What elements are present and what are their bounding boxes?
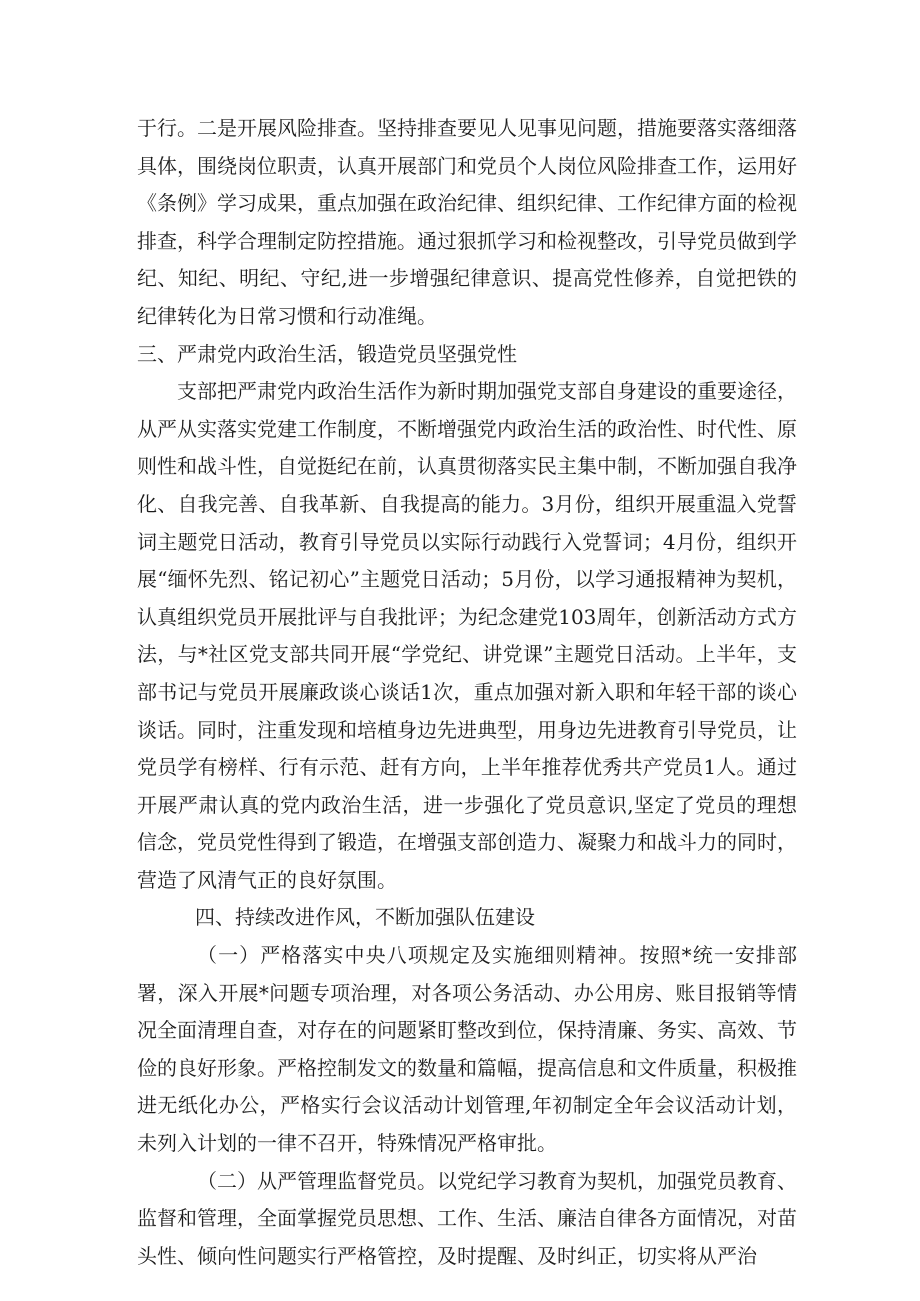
paragraph-party-life: 支部把严肃党内政治生活作为新时期加强党支部自身建设的重要途径，从严从实落实党建工作制度，不断增强党内政治生活的政治性、时代性、原则性和战斗性，自觉挺纪在前，认真贯彻落实民主集中制，不断加强自我净化、自我完善、自我革新、自我提高的能力。3月份，组织开展重温入党誓词主题党日活动，教育引导党员以实际行动践行入党誓词；4月份，组织开展“缅怀先烈、铭记初心”主题党日活动；5月份，以学习通报精神为契机，认真组织党员开展批评与自我批评；为纪念建党103周年，创新活动方式方法，与*社区党支部共同开展“学党纪、讲党课”主题党日活动。上半年，支部书记与党员开展廉政谈心谈话1次，重点加强对新入职和年轻干部的谈心谈话。同时，注重发现和培植身边先进典型，用身边先进教育引导党员，让党员学有榜样、行有示范、赶有方向，上半年推荐优秀共产党员1人。通过开展严肃认真的党内政治生活，进一步强化了党员意识,坚定了党员的理想信念，党员党性得到了锻造，在增强支部创造力、凝聚力和战斗力的同时，营造了风清气正的良好氛围。: [137, 379, 797, 892]
paragraph-eight-rules: （一）严格落实中央八项规定及实施细则精神。按照*统一安排部署，深入开展*问题专项治理，对各项公务活动、办公用房、账目报销等情况全面清理自查，对存在的问题紧盯整改到位，保持清廉、务实、高效、节俭的良好形象。严格控制发文的数量和篇幅，提高信息和文件质量，积极推进无纸化办公，严格实行会议活动计划管理,年初制定全年会议活动计划，未列入计划的一律不召开，特殊情况严格审批。: [137, 943, 797, 1156]
paragraph-continued: 于行。二是开展风险排查。坚持排查要见人见事见问题，措施要落实落细落具体，围绕岗位职责，认真开展部门和党员个人岗位风险排查工作，运用好《条例》学习成果，重点加强在政治纪律、组织纪律、工作纪律方面的检视排查，科学合理制定防控措施。通过狠抓学习和检视整改，引导党员做到学纪、知纪、明纪、守纪,进一步增强纪律意识、提高党性修养，自觉把铁的纪律转化为日常习惯和行动准绳。: [137, 116, 797, 328]
document-body: [137, 110, 797, 1275]
section-heading-3: 三、严肃党内政治生活，锻造党员坚强党性: [137, 341, 517, 366]
paragraph-member-supervision: （二）从严管理监督党员。以党纪学习教育为契机，加强党员教育、监督和管理，全面掌握党员思想、工作、生活、廉洁自律各方面情况，对苗头性、倾向性问题实行严格管控，及时提醒、及时纠正，切实将从严治: [137, 1168, 797, 1268]
section-heading-4: 四、持续改进作风，不断加强队伍建设: [195, 905, 535, 930]
